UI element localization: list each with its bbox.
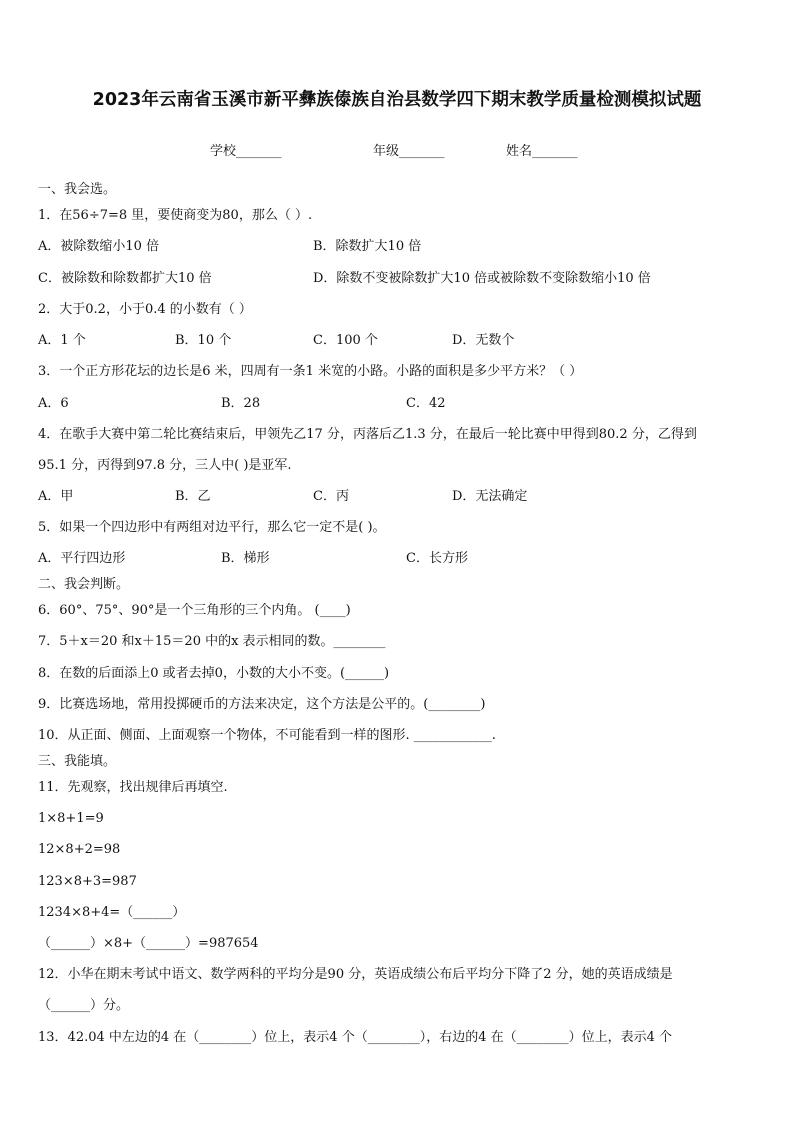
pattern-line-3: 123×8+3=987 — [38, 874, 137, 889]
section-heading-fill: 三、我能填。 — [38, 754, 117, 769]
question-9[interactable]: 9．比赛选场地，常用投掷硬币的方法来决定，这个方法是公平的。(________) — [38, 697, 486, 712]
q4-option-d[interactable]: D．无法确定 — [452, 489, 528, 504]
pattern-line-4[interactable]: 1234×8+4=（______） — [38, 905, 186, 920]
grade-field[interactable]: 年级_______ — [373, 144, 445, 159]
q1-option-d[interactable]: D．除数不变被除数扩大10 倍或被除数不变除数缩小10 倍 — [313, 271, 651, 286]
q4-option-c[interactable]: C．丙 — [313, 489, 349, 504]
name-field[interactable]: 姓名_______ — [506, 144, 578, 159]
q5-option-b[interactable]: B．梯形 — [221, 551, 270, 566]
question-4-stem-line1: 4．在歌手大赛中第二轮比赛结束后，甲领先乙17 分，丙落后乙1.3 分，在最后一轮比赛中甲得到80.2 分，乙得到 — [38, 427, 697, 442]
school-field[interactable]: 学校_______ — [210, 144, 282, 159]
question-12-stem-line1: 12．小华在期末考试中语文、数学两科的平均分是90 分，英语成绩公布后平均分下降了2 分，她的英语成绩是 — [38, 967, 673, 982]
q2-option-a[interactable]: A．1 个 — [38, 333, 86, 348]
question-11-stem: 11．先观察，找出规律后再填空. — [38, 780, 228, 795]
q5-option-c[interactable]: C．长方形 — [406, 551, 468, 566]
pattern-line-2: 12×8+2=98 — [38, 842, 121, 857]
question-12-stem-line2[interactable]: （______）分。 — [38, 998, 130, 1013]
question-7[interactable]: 7．5＋x＝20 和x＋15＝20 中的x 表示相同的数。________ — [38, 634, 386, 649]
question-3-stem: 3．一个正方形花坛的边长是6 米，四周有一条1 米宽的小路。小路的面积是多少平方米？（ ） — [38, 364, 583, 379]
q3-option-c[interactable]: C．42 — [406, 396, 446, 411]
q4-option-b[interactable]: B．乙 — [175, 489, 211, 504]
question-13[interactable]: 13．42.04 中左边的4 在（________）位上，表示4 个（________），右边的4 在（________）位上，表示4 个 — [38, 1030, 673, 1045]
question-1-stem: 1．在56÷7=8 里，要使商变为80，那么（ ）. — [38, 208, 313, 223]
pattern-line-5[interactable]: （______）×8+（______）=987654 — [38, 936, 259, 951]
q4-option-a[interactable]: A．甲 — [38, 489, 74, 504]
q1-option-a[interactable]: A．被除数缩小10 倍 — [38, 239, 160, 254]
q3-option-b[interactable]: B．28 — [221, 396, 261, 411]
section-heading-judge: 二、我会判断。 — [38, 577, 130, 592]
question-2-stem: 2．大于0.2，小于0.4 的小数有（ ） — [38, 302, 252, 317]
pattern-line-1: 1×8+1=9 — [38, 811, 104, 826]
q2-option-d[interactable]: D．无数个 — [452, 333, 515, 348]
q2-option-c[interactable]: C．100 个 — [313, 333, 378, 348]
q3-option-a[interactable]: A．6 — [38, 396, 69, 411]
q5-option-a[interactable]: A．平行四边形 — [38, 551, 126, 566]
question-8[interactable]: 8．在数的后面添上0 或者去掉0，小数的大小不变。(______) — [38, 666, 390, 681]
section-heading-choose: 一、我会选。 — [38, 182, 117, 197]
q1-option-c[interactable]: C．被除数和除数都扩大10 倍 — [38, 271, 212, 286]
question-4-stem-line2: 95.1 分，丙得到97.8 分，三人中( )是亚军. — [38, 458, 292, 473]
question-5-stem: 5．如果一个四边形中有两组对边平行，那么它一定不是( )。 — [38, 520, 386, 535]
exam-title: 2023年云南省玉溪市新平彝族傣族自治县数学四下期末教学质量检测模拟试题 — [92, 90, 702, 110]
q2-option-b[interactable]: B．10 个 — [175, 333, 232, 348]
question-6[interactable]: 6．60°、75°、90°是一个三角形的三个内角。 (____) — [38, 603, 351, 618]
q1-option-b[interactable]: B．除数扩大10 倍 — [313, 239, 422, 254]
question-10[interactable]: 10．从正面、侧面、上面观察一个物体，不可能看到一样的图形. ____________. — [38, 728, 496, 743]
